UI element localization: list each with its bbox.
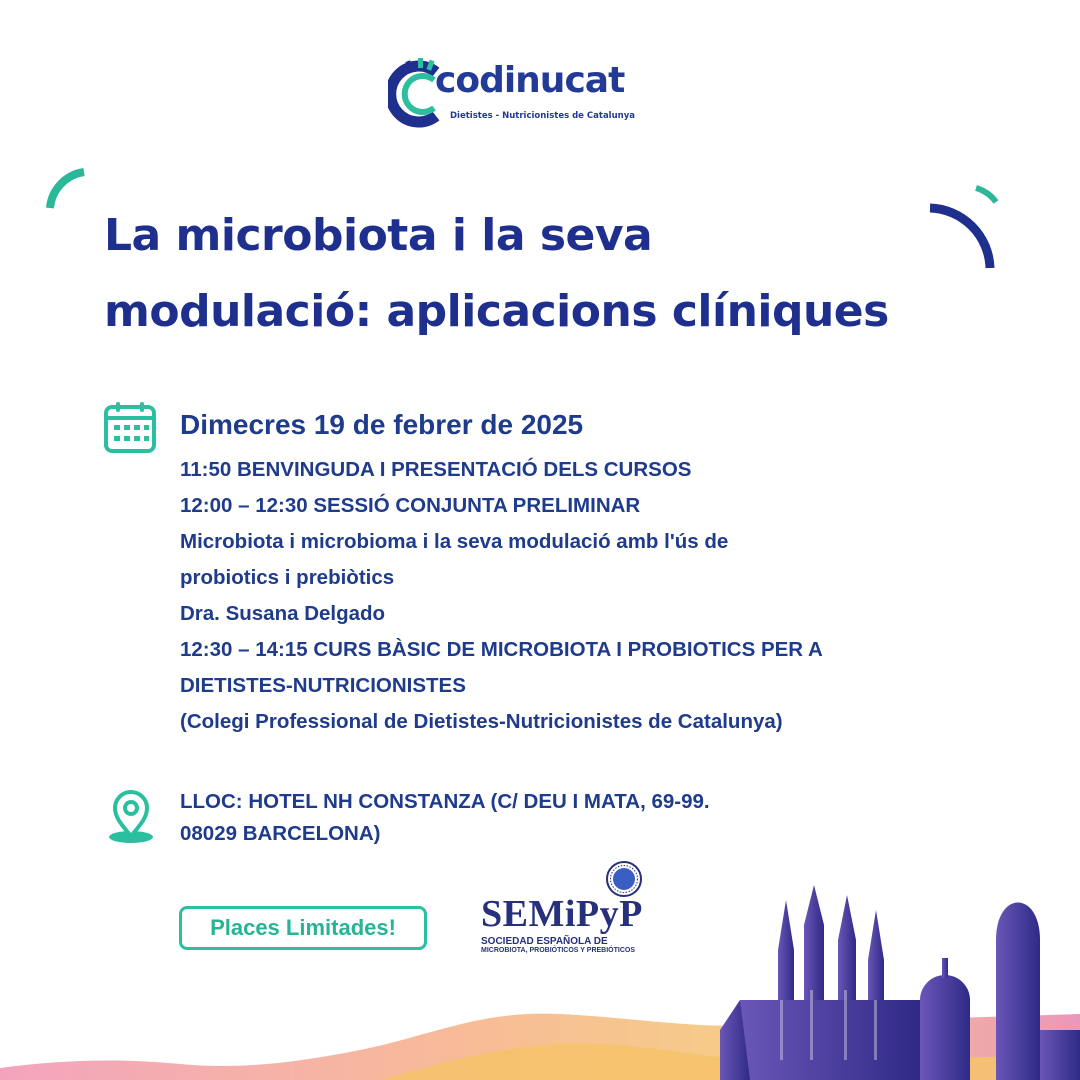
semipyp-logo [478,860,668,960]
title-line-1: La microbiota i la seva [104,210,653,261]
schedule-line: (Colegi Professional de Dietistes-Nutricionistes de Catalunya) [180,710,783,733]
schedule-line: 12:00 – 12:30 SESSIÓ CONJUNTA PRELIMINAR [180,494,641,517]
schedule-list [180,452,1000,740]
event-date: Dimecres 19 de febrer de 2025 [180,409,584,440]
venue-address [180,786,710,850]
semipyp-wordmark: SEMiPyP [481,893,643,935]
title-line-2: modulació: aplicacions clíniques [104,286,889,337]
decorative-arc-top-left [40,160,100,220]
schedule-line: DIETISTES-NUTRICIONISTES [180,674,466,697]
logo-tagline: Dietistes - Nutricionistes de Catalunya [450,111,635,121]
schedule-line: probiotics i prebiòtics [180,566,395,589]
schedule-line: 11:50 BENVINGUDA I PRESENTACIÓ DELS CURSOS [180,458,692,481]
logo-wordmark: codinucat [435,60,625,101]
schedule-line: Microbiota i microbioma i la seva modulació amb l'ús de [180,530,729,553]
venue-line-1: LLOC: HOTEL NH CONSTANZA (C/ DEU I MATA, 69-99. [180,790,710,813]
location-pin-icon [105,788,157,846]
calendar-icon [104,401,156,453]
barcelona-skyline [720,880,1080,1080]
schedule-line: 12:30 – 14:15 CURS BÀSIC DE MICROBIOTA I PROBIOTICS PER A [180,638,823,661]
schedule-line: Dra. Susana Delgado [180,602,386,625]
event-title [104,198,1004,350]
semipyp-subtitle-2: MICROBIOTA, PROBIÓTICOS Y PREBIÓTICOS [481,947,636,954]
codinucat-logo [388,58,648,130]
places-limited-badge: Places Limitades! [179,906,427,950]
venue-line-2: 08029 BARCELONA) [180,822,381,845]
semipyp-subtitle-1: SOCIEDAD ESPAÑOLA DE [481,936,608,947]
